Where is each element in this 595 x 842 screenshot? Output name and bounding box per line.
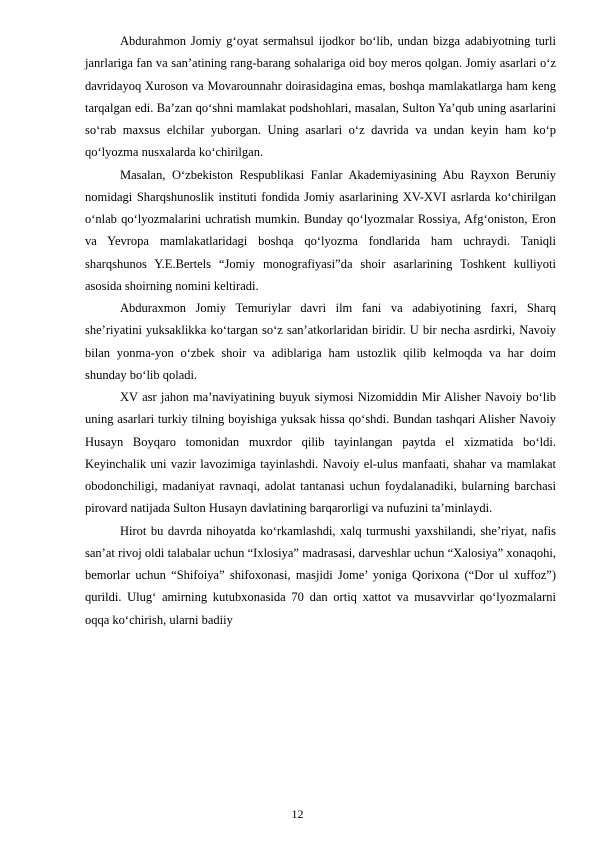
paragraph-navoiy: XV asr jahon ma’naviyatining buyuk siymosi Nizomiddin Mir Alisher Navoiy bo‘lib uning asarlari turkiy tilning boyishiga yuksak hissa qo‘shdi. Bundan tashqari Alisher Navoiy Husayn Boyqaro tomonidan muxrdor qilib tayinlangan paytda el xizmatida bo‘ldi. Keyinchalik uni vazir lavozimiga tayinlashdi. Navoiy el-ulus manfaati, shahar va mamlakat obodonchiligi, madaniyat ravnaqi, adolat tantanasi uchun foydalanadiki, bularning barchasi pirovard natijada Sulton Husayn davlatining barqarorligi va nufuzini ta’minlaydi. xyxy=(85,390,556,516)
paragraph-hirot: Hirot bu davrda nihoyatda ko‘rkamlashdi, xalq turmushi yaxshilandi, she’riyat, nafis san’at rivoj oldi talabalar uchun “Ixlosiya” madrasasi, darveshlar uchun “Xalosiya” xonaqohi, bemorlar uchun “Shifoiya” shifoxonasi, masjidi Jome’ yoniga Qorixona (“Dor ul xuffoz”) qurildi. Ulug‘ amirning kutubxonasida 70 dan ortiq xattot va musavvirlar qo‘lyozmalarni oqqa ko‘chirish, ularni badiiy xyxy=(85,523,556,627)
paragraph-manuscripts: Masalan, O‘zbekiston Respublikasi Fanlar Akademiyasining Abu Rayxon Beruniy nomidagi Sharqshunoslik instituti fondida Jomiy asarlarining XV-XVI asrlarda ko‘chirilgan o‘nlab qo‘lyozmalarini uchratish mumkin. Bunday qo‘lyozmalar Rossiya, Afg‘oniston, Eron va Yevropa mamlakatlaridagi boshqa qo‘lyozma fondlarida ham uchraydi. Taniqli sharqshunos Y.E.Bertels “Jomiy monografiyasi”da shoir asarlarining Toshkent kulliyoti asosida shoirning nomini keltiradi. xyxy=(85,167,556,293)
paragraph-jomiy-legacy: Abdurahmon Jomiy g‘oyat sermahsul ijodkor bo‘lib, undan bizga adabiyotning turli janrlariga fan va san’atining rang-barang sohalariga oid boy meros qolgan. Jomiy asarlari o‘z davridayoq Xuroson va Movarounnahr doirasidagina emas, boshqa mamlakatlarga ham keng tarqalgan edi. Ba’zan qo‘shni mamlakat podshohlari, masalan, Sulton Ya’qub uning asarlarini so‘rab maxsus elchilar yuborgan. Uning asarlari o‘z davrida va undan keyin ham ko‘p qo‘lyozma nusxalarda ko‘chirilgan. xyxy=(85,34,556,160)
page-number: 12 xyxy=(291,807,304,821)
document-page xyxy=(85,30,556,631)
paragraph-jomiy-pride: Abduraxmon Jomiy Temuriylar davri ilm fani va adabiyotining faxri, Sharq she’riyatini yuksaklikka ko‘targan so‘z san’atkorlaridan biridir. U bir necha asrdirki, Navoiy bilan yonma-yon o‘zbek shoir va adiblariga ham ustozlik qilib kelmoqda va har doim shunday bo‘lib qoladi. xyxy=(85,301,556,382)
